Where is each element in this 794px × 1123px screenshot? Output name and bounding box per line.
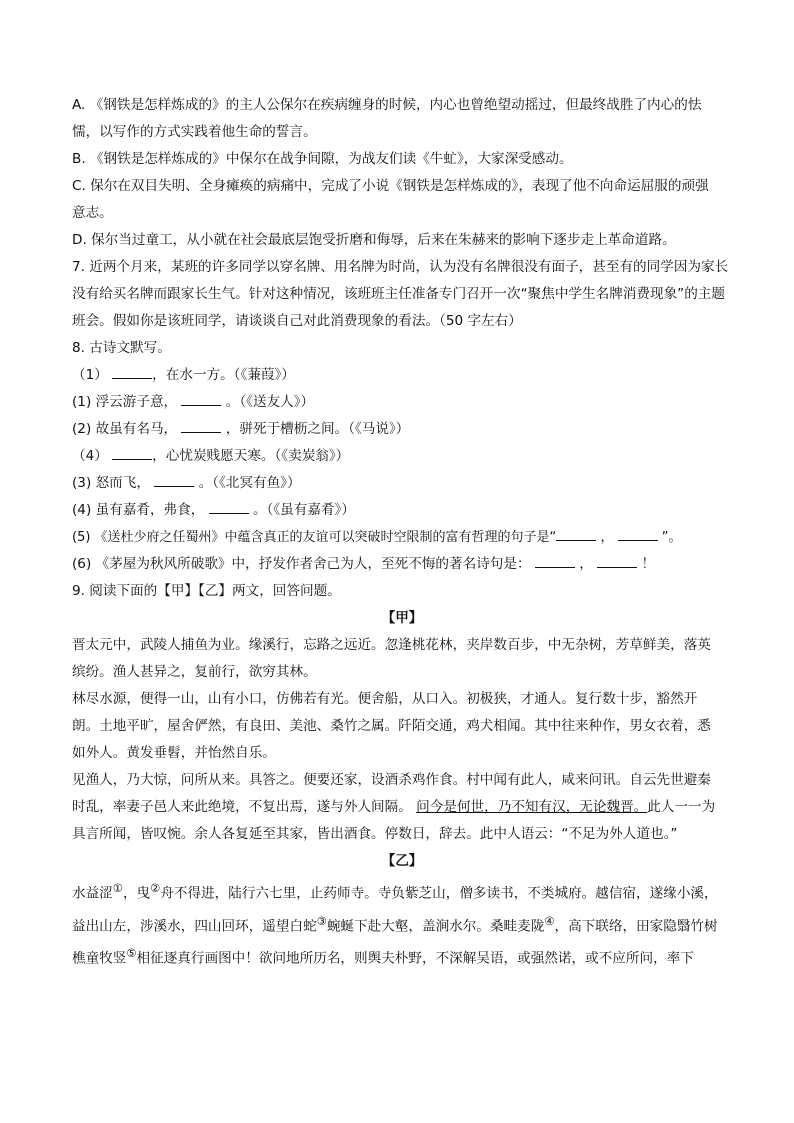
answer-blank: [112, 459, 152, 460]
passage-jia-paragraph-1: 晋太元中，武陵人捕鱼为业。缘溪行，忘路之远近。忽逢桃花林，夹岸数百步，中无杂树，芳草鲜美，落英缤纷。渔人甚异之，复前行，欲穷其林。: [72, 637, 711, 680]
q8-line-7: (5) 《送杜少府之任蜀州》中蕴含真正的友谊可以突破时空限制的富有哲理的句子是“ ， ”。: [72, 530, 682, 545]
answer-blank: [154, 486, 194, 487]
document-page: [72, 92, 732, 973]
passage-jia-heading: 【甲】: [381, 610, 423, 626]
passage-jia-paragraph-2: 林尽水源，便得一山，山有小口，仿佛若有光。便舍船，从口入。初极狭，才通人。复行数十步，豁然开朗。土地平旷，屋舍俨然，有良田、美池、桑竹之属。阡陌交通，鸡犬相闻。其中往来种作，男女衣着，悉如外人。黄发垂髫，并怡然自乐。: [72, 691, 711, 761]
passage-jia-paragraph-3: 见渔人，乃大惊，问所从来。具答之。便要还家，设酒杀鸡作食。村中闻有此人，咸来问讯。自云先世避秦时乱，率妻子邑人来此绝境，不复出焉，遂与外人间隔。 问今是何世，乃不知有汉，无论魏晋。此人一一为具言所闻，皆叹惋。余人各复延至其家，皆出酒食。停数日，辞去。此中人语云：“不足为外人道也。”: [72, 772, 716, 842]
answer-blank: [618, 540, 658, 541]
answer-blank: [535, 567, 575, 568]
passage-yi-paragraph: 水益涩①，曳②舟不得进，陆行六七里，止药师寺。寺负紫芝山，僧多读书，不类城府。越信宿，遂缘小溪，益出山左，涉溪水，四山回环，遥望白蛇③蜿蜒下赴大壑，盖涧水尔。桑畦麦陇④，高下联络，田家隐翳竹树樵童牧竖⑤相征逐真行画图中！欲问地所历名，则舆夫朴野，不深解吴语，或强然诺，或不应所问，率下: [72, 881, 718, 967]
answer-blank: [597, 567, 637, 568]
answer-blank: [181, 405, 221, 406]
option-c: C. 保尔在双目失明、全身瘫痪的病痛中，完成了小说《钢铁是怎样炼成的》，表现了他不向命运屈服的顽强意志。: [72, 178, 709, 221]
answer-blank: [209, 513, 249, 514]
passage-yi-heading: 【乙】: [381, 853, 423, 869]
question-8-title: 8. 古诗文默写。: [72, 340, 171, 356]
question-7: 7. 近两个月来，某班的许多同学以穿名牌、用名牌为时尚，认为没有名牌很没有面子，甚至有的同学因为家长没有给买名牌而跟家长生气。针对这种情况，该班班主任准备专门召开一次“聚焦中学生名牌消费现象”的主题班会。假如你是该班同学，请谈谈自己对此消费现象的看法。（50 字左右）: [72, 259, 729, 329]
option-b: B. 《钢铁是怎样炼成的》中保尔在战争间隙，为战友们读《牛虻》，大家深受感动。: [72, 151, 573, 167]
question-9-title: 9. 阅读下面的【甲】【乙】两文，回答问题。: [72, 583, 341, 599]
answer-blank: [181, 432, 221, 433]
q8-line-4: （4） ，心忧炭贱愿天寒。（《卖炭翁》）: [72, 448, 350, 464]
option-a: A. 《钢铁是怎样炼成的》的主人公保尔在疾病缠身的时候，内心也曾绝望动摇过，但最终战胜了内心的怯懦，以写作的方式实践着他生命的誓言。: [72, 97, 702, 140]
q8-line-1: （1） ，在水一方。（《蒹葭》）: [72, 367, 295, 383]
q8-line-8: (6) 《茅屋为秋风所破歌》中，抒发作者舍己为人，至死不悔的著名诗句是： ， ！: [72, 556, 656, 572]
answer-blank: [112, 378, 152, 379]
option-d: D. 保尔当过童工，从小就在社会最底层饱受折磨和侮辱，后来在朱赫来的影响下逐步走上革命道路。: [72, 232, 676, 248]
q8-line-6: (4) 虽有嘉肴，弗食， 。（《虽有嘉肴》）: [72, 502, 355, 518]
answer-blank: [556, 540, 596, 541]
underlined-sentence: 问今是何世，乃不知有汉，无论魏晋。: [416, 799, 648, 815]
q8-line-2: (1) 浮云游子意， 。（《送友人》）: [72, 394, 315, 410]
q8-line-3: (2) 故虽有名马， ，骈死于槽枥之间。（《马说》）: [72, 421, 410, 437]
q8-line-5: (3) 怒而飞， 。（《北冥有鱼》）: [72, 475, 301, 491]
